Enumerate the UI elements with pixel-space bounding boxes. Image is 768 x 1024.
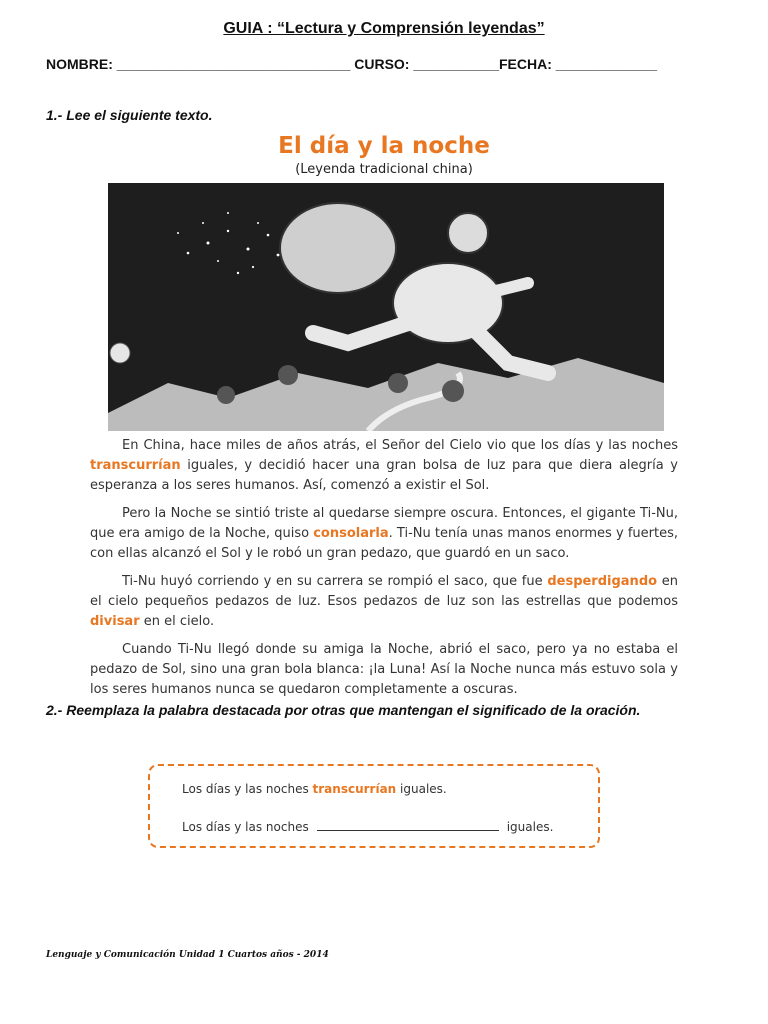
exercise-answer-line: Los días y las noches iguales. [182,820,554,834]
story-subtitle: (Leyenda tradicional china) [295,162,473,177]
legend-illustration [108,183,664,431]
story-paragraph-4: Cuando Ti-Nu llegó donde su amiga la Noche, abrió el saco, pero ya no estaba el pedazo de Sol, sino una gran bola blanca: ¡la Luna! Así la Noche nunca más estuvo sola y los seres humanos nunca se quedaron completamente a oscuras. [90,642,678,697]
highlight-word: transcurrían [90,458,181,473]
exercise-example-line: Los días y las noches transcurrían iguales. [182,782,447,796]
giant-head [448,213,488,253]
exercise-box [148,764,600,848]
highlight-word: consolarla [313,526,389,541]
answer-blank[interactable] [317,818,499,831]
highlight-word: desperdigando [547,574,658,589]
highlight-word: transcurrían [312,782,397,796]
story-paragraph-1: En China, hace miles de años atrás, el Señor del Cielo vio que los días y las noches transcurrían iguales, y decidió hacer una gran bolsa de luz para que diera alegría y esperanza a los seres humanos. Así, comenzó a existir el Sol. [90,438,678,493]
giant-running-illustration [108,183,664,431]
story-paragraph-3: Ti-Nu huyó corriendo y en su carrera se rompió el saco, que fue desperdigando en el cielo pequeños pedazos de luz. Esos pedazos de luz son las estrellas que podemos divisar en el cielo. [90,574,678,629]
highlight-word: divisar [90,614,140,629]
sun-icon [110,343,130,363]
page-title: GUIA : “Lectura y Comprensión leyendas” [223,20,545,37]
question-1: 1.- Lee el siguiente texto. [46,107,213,123]
story-paragraph-2: Pero la Noche se sintió triste al quedarse siempre oscura. Entonces, el gigante Ti-Nu, que era amigo de la Noche, quiso consolarla. Ti-Nu tenía unas manos enormes y fuertes, con ellas alcanzó el Sol y le robó un gran pedazo, que guardó en un saco. [90,506,678,561]
light-sack [280,203,396,293]
story-title: El día y la noche [278,133,490,159]
footer: Lenguaje y Comunicación Unidad 1 Cuartos años - 2014 [46,950,329,960]
story-text [90,436,678,708]
question-2: 2.- Reemplaza la palabra destacada por otras que mantengan el significado de la oración. [46,702,641,718]
student-info-line: NOMBRE: ______________________________ CURSO: ___________FECHA: _____________ [46,56,657,72]
